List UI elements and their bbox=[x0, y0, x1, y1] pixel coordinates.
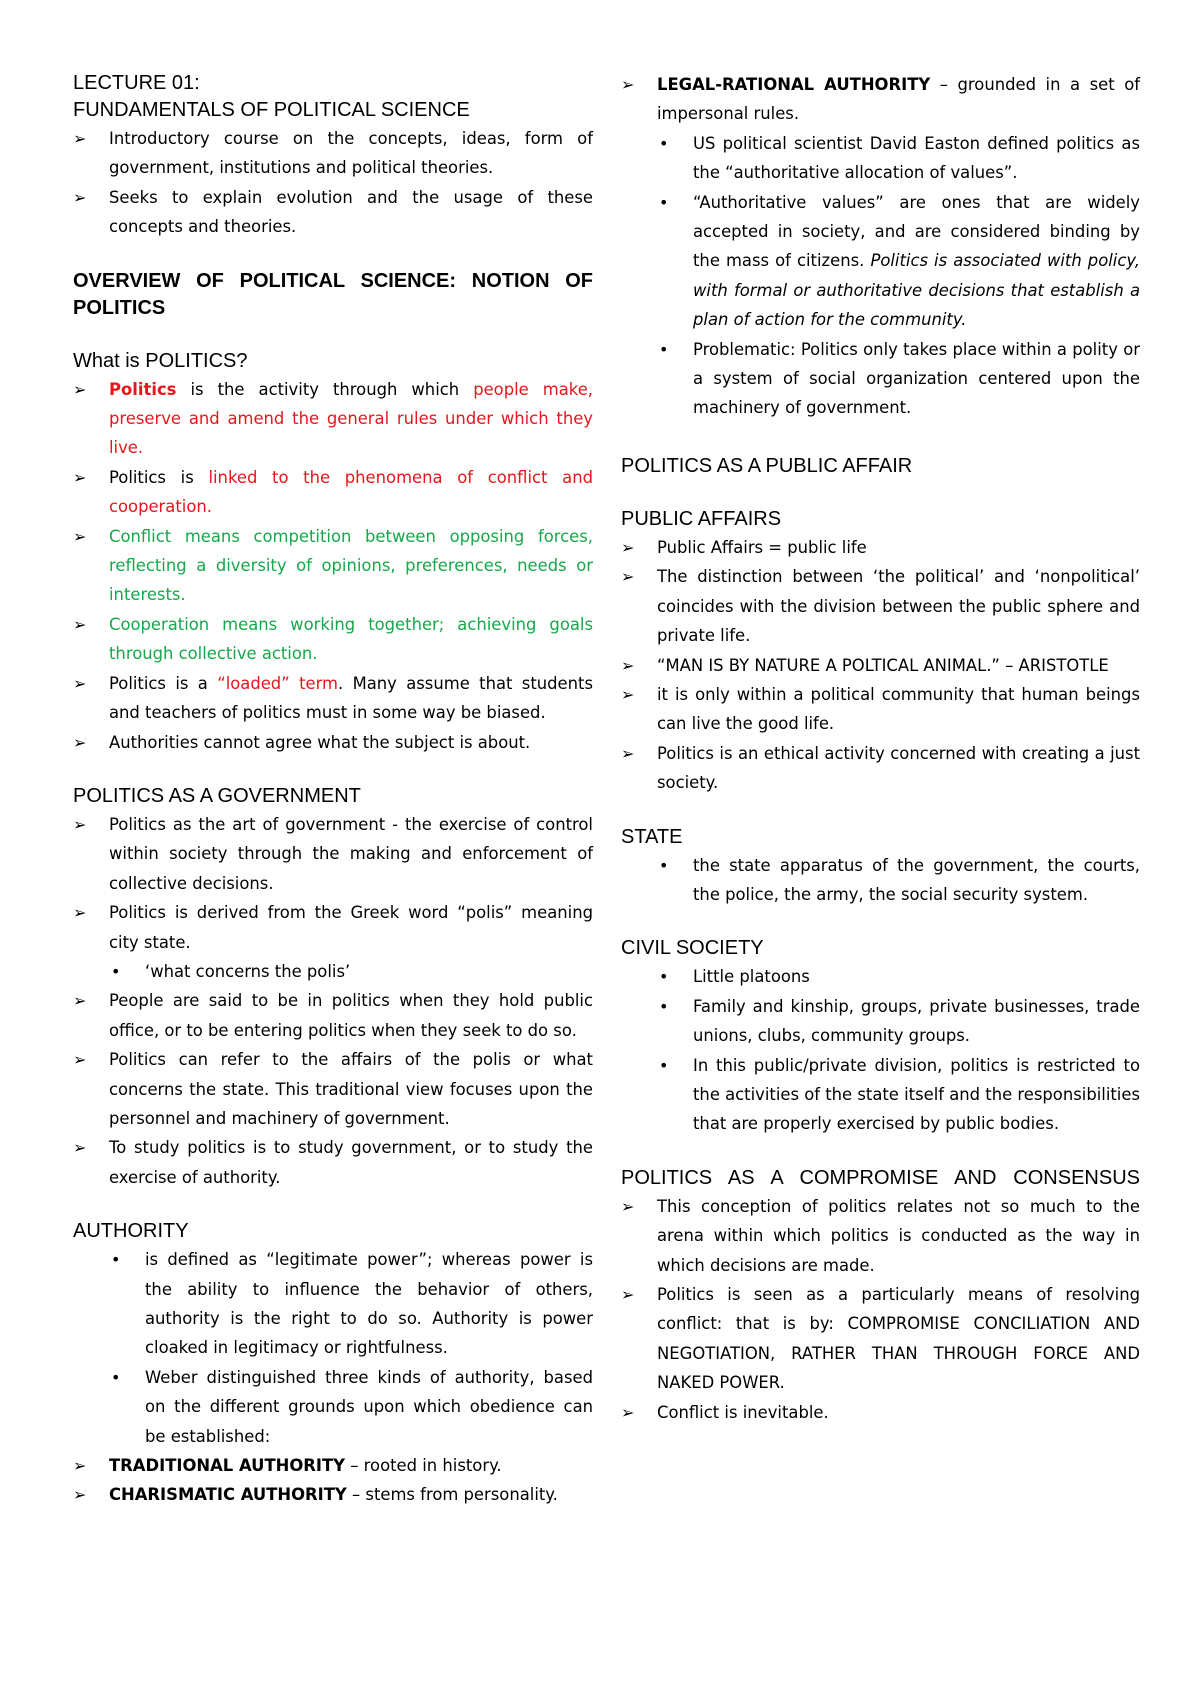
arrow-bullet-icon: ➢ bbox=[73, 1456, 87, 1476]
left-column bbox=[73, 70, 593, 1698]
list-item: ➢ Seeks to explain evolution and the usage of these concepts and theories. bbox=[73, 183, 593, 242]
dot-bullet-icon: • bbox=[659, 967, 669, 987]
what-is-politics-list bbox=[73, 375, 593, 757]
arrow-bullet-icon: ➢ bbox=[73, 903, 87, 923]
list-item: ➢ Politics as the art of government - the exercise of control within society through the making and enforcement of collective decisions. bbox=[73, 810, 593, 898]
dot-bullet-icon: • bbox=[659, 192, 669, 212]
arrow-bullet-icon: ➢ bbox=[621, 75, 635, 94]
list-item: • ‘what concerns the polis’ bbox=[73, 957, 593, 986]
what-is-politics-heading: What is POLITICS? bbox=[73, 349, 248, 372]
list-item: ➢ it is only within a political community that human beings can live the good life. bbox=[621, 680, 1140, 739]
list-item: • the state apparatus of the government, the courts, the police, the army, the social security system. bbox=[621, 851, 1140, 910]
list-item: ➢ CHARISMATIC AUTHORITY – stems from personality. bbox=[73, 1480, 593, 1509]
list-item: • Weber distinguished three kinds of authority, based on the different grounds upon which obedience can be established: bbox=[73, 1363, 593, 1451]
arrow-bullet-icon: ➢ bbox=[73, 673, 87, 693]
arrow-bullet-icon: ➢ bbox=[621, 1402, 635, 1422]
arrow-bullet-icon: ➢ bbox=[73, 1485, 87, 1505]
arrow-bullet-icon: ➢ bbox=[73, 467, 87, 487]
list-item: ➢ Politics is a “loaded” term. Many assume that students and teachers of politics must in some way be biased. bbox=[73, 669, 593, 728]
arrow-bullet-icon: ➢ bbox=[73, 526, 87, 546]
arrow-bullet-icon: ➢ bbox=[621, 1285, 635, 1304]
list-item: ➢ Politics can refer to the affairs of the polis or what concerns the state. This traditional view focuses upon the personnel and machinery of government. bbox=[73, 1045, 593, 1133]
dot-bullet-icon: • bbox=[111, 961, 121, 981]
list-item: ➢ Public Affairs = public life bbox=[621, 533, 1140, 562]
list-item: ➢ Conflict is inevitable. bbox=[621, 1398, 1140, 1427]
authority-list bbox=[73, 1245, 593, 1451]
list-item: ➢ Politics is seen as a particularly means of resolving conflict: that is by: COMPROMISE CONCILIATION AND NEGOTIATION, RATHER THAN THROUGH FORCE AND NAKED POWER. bbox=[621, 1280, 1140, 1398]
list-item: ➢ Introductory course on the concepts, ideas, form of government, institutions and political theories. bbox=[73, 124, 593, 183]
lecture-subtitle: FUNDAMENTALS OF POLITICAL SCIENCE bbox=[73, 99, 470, 121]
arrow-bullet-icon: ➢ bbox=[73, 991, 87, 1011]
list-item: • In this public/private division, politics is restricted to the activities of the state itself and the responsibilities that are properly exercised by public bodies. bbox=[621, 1051, 1140, 1139]
arrow-bullet-icon: ➢ bbox=[73, 379, 87, 399]
legal-rational-list bbox=[621, 70, 1140, 129]
list-item: • Problematic: Politics only takes place within a polity or a system of social organization centered upon the machinery of government. bbox=[621, 335, 1140, 423]
list-item: • Family and kinship, groups, private businesses, trade unions, clubs, community groups. bbox=[621, 992, 1140, 1051]
arrow-bullet-icon: ➢ bbox=[73, 187, 87, 207]
intro-list bbox=[73, 124, 593, 242]
arrow-bullet-icon: ➢ bbox=[73, 129, 87, 148]
list-item: ➢ Politics is derived from the Greek word “polis” meaning city state. • ‘what concerns the polis’ bbox=[73, 898, 593, 986]
public-affairs-subheading: PUBLIC AFFAIRS bbox=[621, 507, 782, 530]
list-item: ➢ This conception of politics relates not so much to the arena within which politics is conducted as the way in which decisions are made. bbox=[621, 1192, 1140, 1280]
arrow-bullet-icon: ➢ bbox=[73, 732, 87, 752]
list-item: ➢ Politics is the activity through which people make, preserve and amend the general rules under which they live. bbox=[73, 375, 593, 463]
state-list bbox=[621, 851, 1140, 910]
dot-bullet-icon: • bbox=[659, 339, 669, 359]
arrow-bullet-icon: ➢ bbox=[73, 1138, 87, 1158]
public-affairs-list bbox=[621, 533, 1140, 798]
list-item: • is defined as “legitimate power”; whereas power is the ability to influence the behavior of others, authority is the right to do so. Authority is power cloaked in legitimacy or rightfulness. bbox=[73, 1245, 593, 1363]
compromise-heading: POLITICS AS A COMPROMISE AND CONSENSUS bbox=[621, 1166, 1140, 1189]
list-item: ➢ Politics is an ethical activity concerned with creating a just society. bbox=[621, 739, 1140, 798]
authority-types-list bbox=[73, 1451, 593, 1510]
public-affair-heading: POLITICS AS A PUBLIC AFFAIR bbox=[621, 454, 913, 477]
list-item: ➢ The distinction between ‘the political’ and ‘nonpolitical’ coincides with the division between the public sphere and private life. bbox=[621, 562, 1140, 650]
list-item: ➢ LEGAL-RATIONAL AUTHORITY – grounded in a set of impersonal rules. bbox=[621, 70, 1140, 129]
state-heading: STATE bbox=[621, 825, 683, 848]
arrow-bullet-icon: ➢ bbox=[621, 743, 635, 763]
dot-bullet-icon: • bbox=[659, 996, 669, 1016]
list-item: ➢ People are said to be in politics when they hold public office, or to be entering politics when they seek to do so. bbox=[73, 986, 593, 1045]
list-item: ➢ TRADITIONAL AUTHORITY – rooted in history. bbox=[73, 1451, 593, 1480]
arrow-bullet-icon: ➢ bbox=[73, 1050, 87, 1070]
list-item: ➢ To study politics is to study government, or to study the exercise of authority. bbox=[73, 1133, 593, 1192]
politics-as-government-heading: POLITICS AS A GOVERNMENT bbox=[73, 784, 361, 807]
compromise-list bbox=[621, 1192, 1140, 1427]
overview-heading: OVERVIEW OF POLITICAL SCIENCE: NOTION OF POLITICS bbox=[73, 269, 593, 319]
legal-rational-sub-list bbox=[621, 129, 1140, 423]
list-item: • US political scientist David Easton defined politics as the “authoritative allocation of values”. bbox=[621, 129, 1140, 188]
dot-bullet-icon: • bbox=[659, 133, 669, 153]
arrow-bullet-icon: ➢ bbox=[621, 1196, 635, 1216]
arrow-bullet-icon: ➢ bbox=[621, 684, 635, 704]
list-item: ➢ Cooperation means working together; achieving goals through collective action. bbox=[73, 610, 593, 669]
government-list bbox=[73, 810, 593, 1192]
civil-society-heading: CIVIL SOCIETY bbox=[621, 937, 764, 960]
sub-list bbox=[73, 957, 593, 986]
dot-bullet-icon: • bbox=[659, 1055, 669, 1075]
dot-bullet-icon: • bbox=[111, 1367, 121, 1387]
authority-heading: AUTHORITY bbox=[73, 1220, 189, 1243]
civil-society-list bbox=[621, 962, 1140, 1138]
list-item: ➢ Conflict means competition between opposing forces, reflecting a diversity of opinions, preferences, needs or interests. bbox=[73, 522, 593, 610]
list-item: • “Authoritative values” are ones that are widely accepted in society, and are considered binding by the mass of citizens. Politics is associated with policy, with formal or authoritative decisions that establish a plan of action for the community. bbox=[621, 188, 1140, 335]
dot-bullet-icon: • bbox=[659, 855, 669, 875]
right-column bbox=[621, 70, 1140, 1698]
arrow-bullet-icon: ➢ bbox=[73, 614, 87, 634]
lecture-title: LECTURE 01: bbox=[73, 72, 200, 94]
list-item: ➢ Authorities cannot agree what the subject is about. bbox=[73, 728, 593, 757]
list-item: • Little platoons bbox=[621, 962, 1140, 991]
arrow-bullet-icon: ➢ bbox=[621, 567, 635, 587]
list-item: ➢ “MAN IS BY NATURE A POLTICAL ANIMAL.” – ARISTOTLE bbox=[621, 651, 1140, 680]
arrow-bullet-icon: ➢ bbox=[621, 537, 635, 557]
dot-bullet-icon: • bbox=[111, 1250, 121, 1270]
arrow-bullet-icon: ➢ bbox=[73, 814, 87, 834]
arrow-bullet-icon: ➢ bbox=[621, 655, 635, 675]
list-item: ➢ Politics is linked to the phenomena of conflict and cooperation. bbox=[73, 463, 593, 522]
